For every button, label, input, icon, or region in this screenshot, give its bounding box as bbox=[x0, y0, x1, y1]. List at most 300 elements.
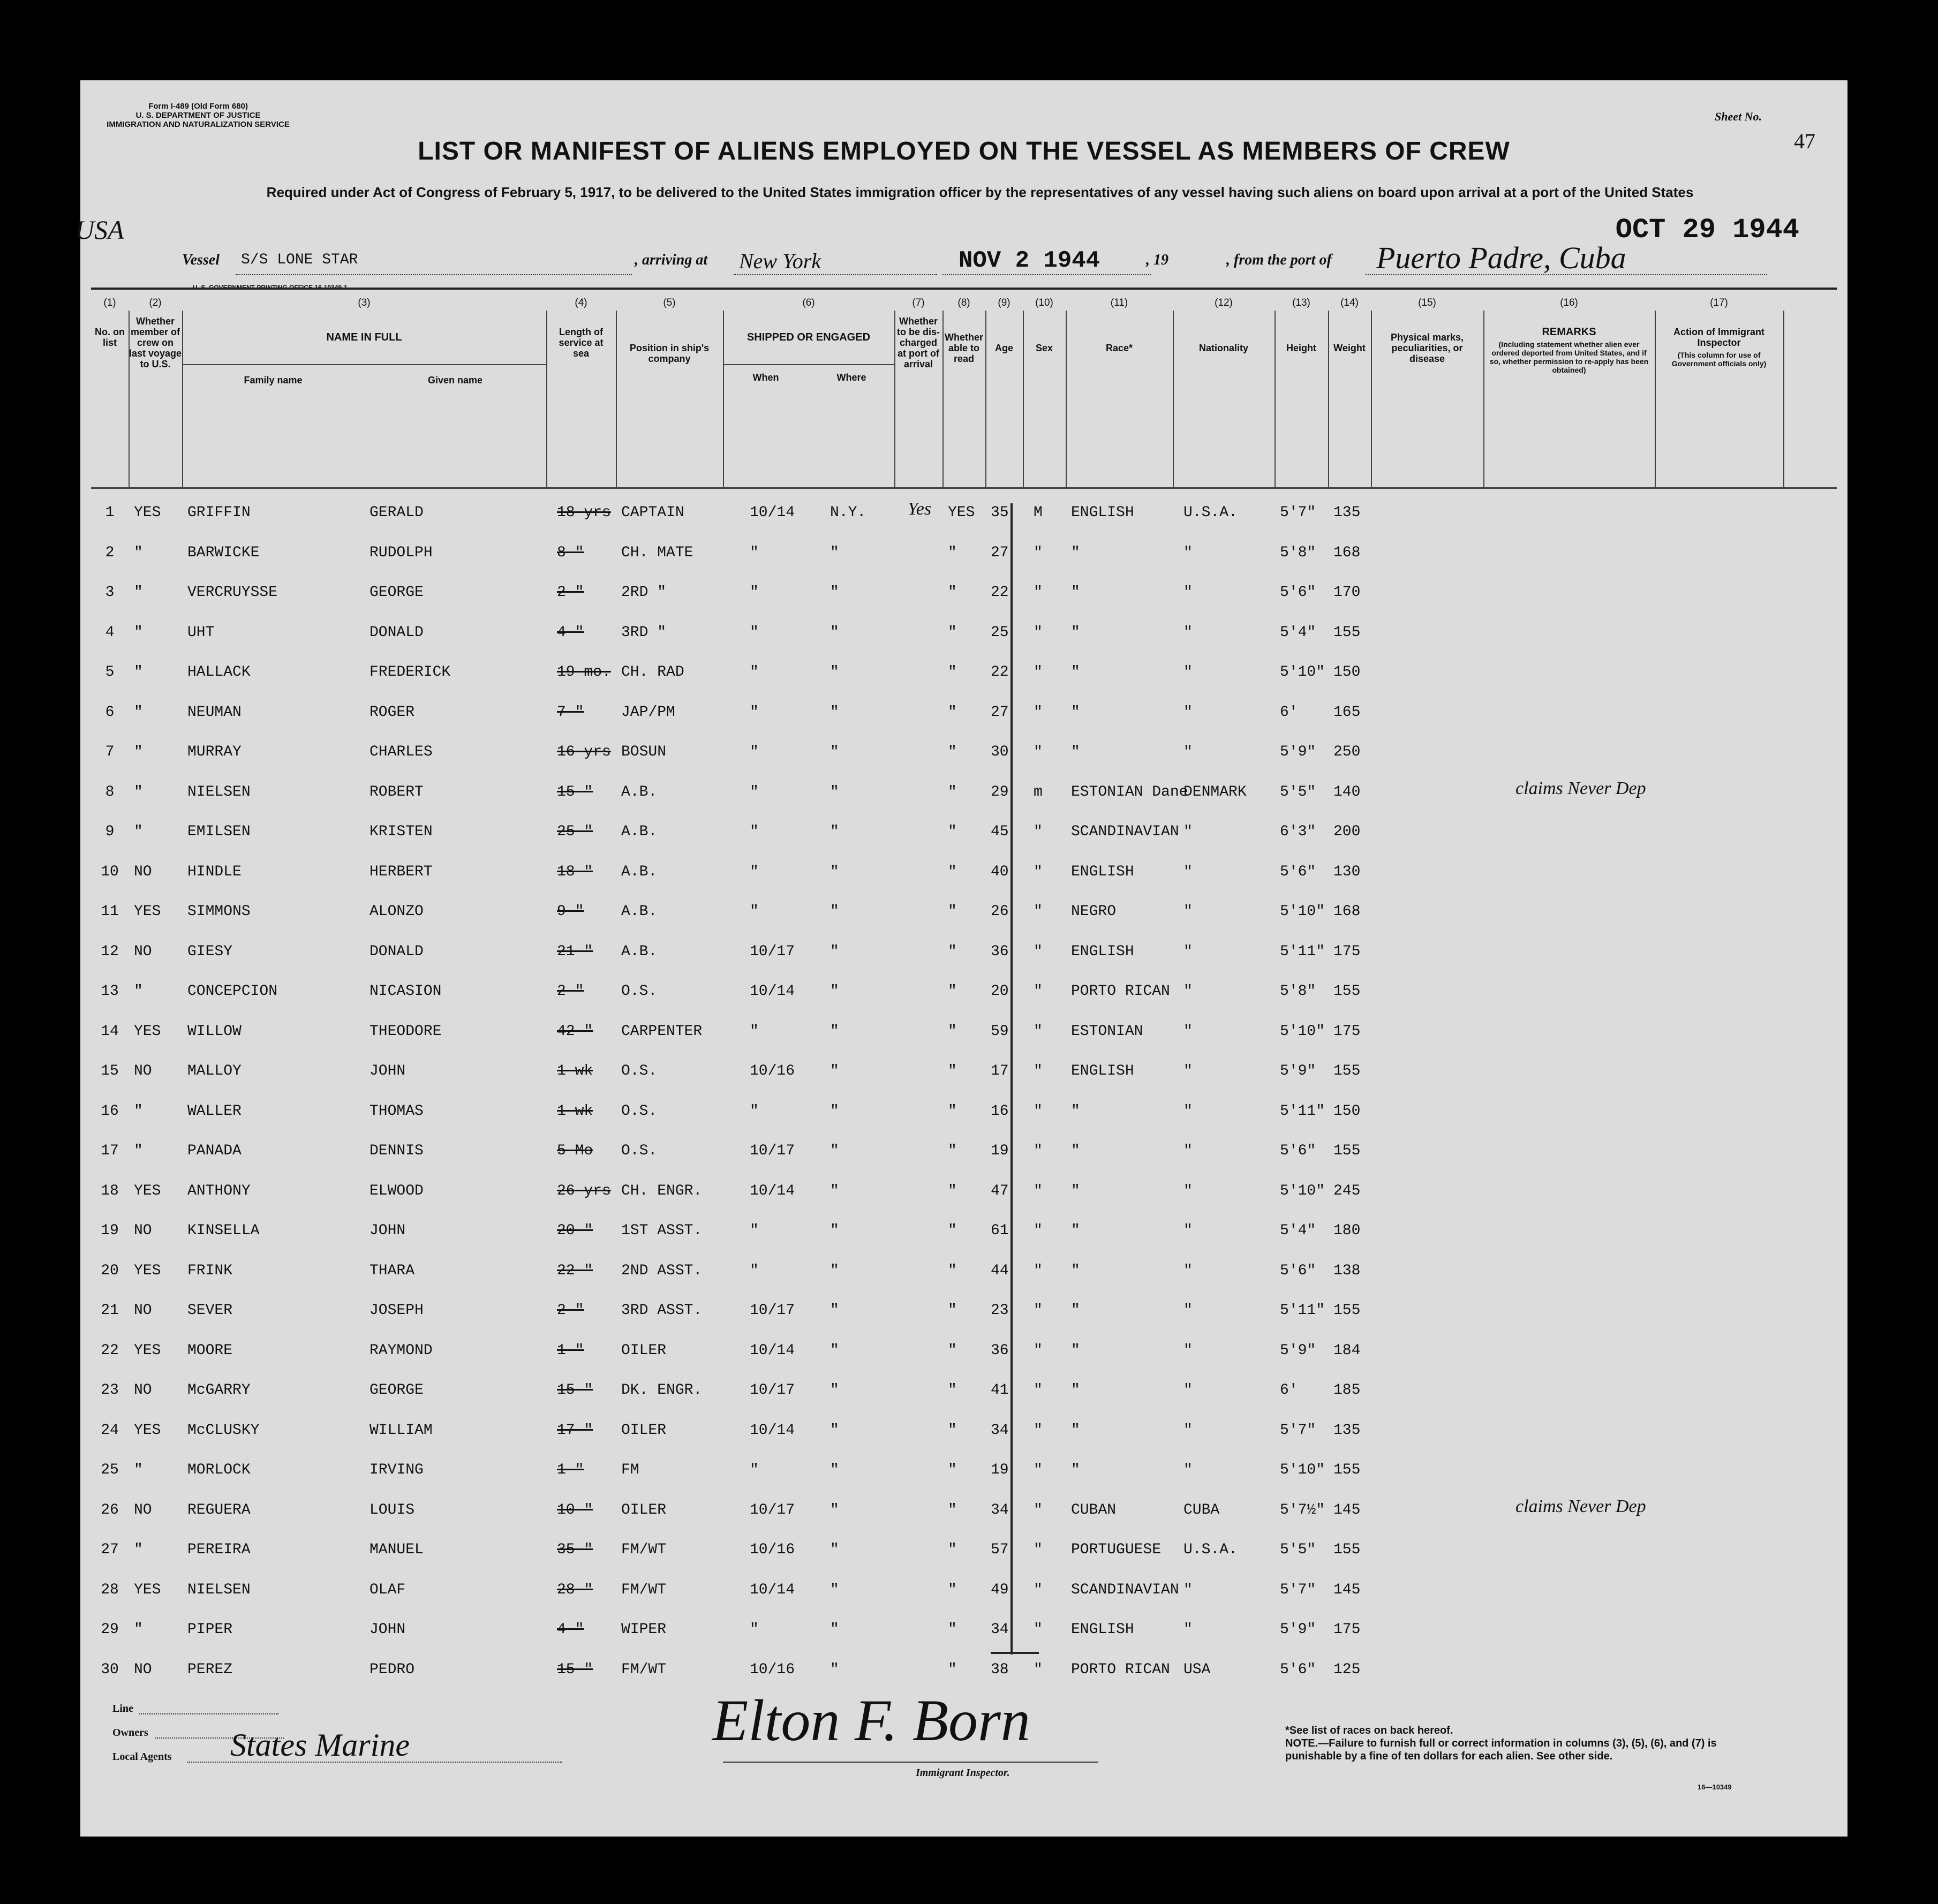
service-cell: 18 " bbox=[557, 863, 593, 880]
race-cell: SCANDINAVIAN bbox=[1071, 1581, 1179, 1598]
nationality-cell: " bbox=[1183, 584, 1193, 601]
read-cell: " bbox=[948, 1462, 957, 1478]
when-cell: 10/16 bbox=[750, 1542, 795, 1558]
read-cell: " bbox=[948, 1501, 957, 1518]
row-number: 3 bbox=[105, 584, 115, 601]
nationality-cell: " bbox=[1183, 1382, 1193, 1399]
given-name-cell: WILLIAM bbox=[369, 1422, 433, 1439]
sex-cell: " bbox=[1034, 1143, 1043, 1159]
where-cell: " bbox=[830, 744, 839, 760]
when-cell: 10/14 bbox=[750, 1182, 795, 1199]
member-cell: YES bbox=[134, 504, 161, 521]
table-row bbox=[80, 614, 1847, 653]
discharge-bracket-line bbox=[1011, 503, 1013, 1654]
row-number: 17 bbox=[101, 1143, 119, 1159]
sex-cell: " bbox=[1034, 1382, 1043, 1399]
weight-cell: 145 bbox=[1333, 1581, 1361, 1598]
nationality-cell: " bbox=[1183, 1302, 1193, 1319]
race-cell: PORTUGUESE bbox=[1071, 1542, 1162, 1558]
where-cell: " bbox=[830, 1182, 839, 1199]
footer-owners-label: Owners bbox=[112, 1727, 148, 1739]
header-discharged: Whether to be dis- charged at port of arrival bbox=[897, 316, 940, 369]
remarks-cell: claims Never Dep bbox=[1515, 1496, 1646, 1516]
age-cell: 17 bbox=[991, 1063, 1009, 1079]
read-cell: " bbox=[948, 783, 957, 800]
weight-cell: 155 bbox=[1333, 1302, 1361, 1319]
row-number: 8 bbox=[105, 783, 115, 800]
height-cell: 5'5" bbox=[1280, 783, 1316, 800]
height-cell: 5'6" bbox=[1280, 1661, 1316, 1678]
where-cell: " bbox=[830, 943, 839, 960]
nationality-cell: DENMARK bbox=[1183, 783, 1247, 800]
footer-line-label: Line bbox=[112, 1703, 133, 1714]
when-cell: 10/14 bbox=[750, 1581, 795, 1598]
race-cell: ESTONIAN bbox=[1071, 1023, 1143, 1040]
height-cell: 5'8" bbox=[1280, 983, 1316, 1000]
age-cell: 34 bbox=[991, 1621, 1009, 1638]
read-cell: " bbox=[948, 1063, 957, 1079]
race-cell: " bbox=[1071, 1342, 1080, 1359]
col-rule bbox=[1371, 311, 1372, 487]
member-cell: " bbox=[134, 783, 143, 800]
where-cell: " bbox=[830, 1302, 839, 1319]
position-cell: CH. MATE bbox=[621, 544, 693, 561]
where-cell: " bbox=[830, 1342, 839, 1359]
sex-cell: " bbox=[1034, 903, 1043, 920]
race-cell: ENGLISH bbox=[1071, 943, 1134, 960]
service-cell: 1 " bbox=[557, 1342, 584, 1359]
from-underline bbox=[1366, 274, 1767, 275]
given-name-cell: MANUEL bbox=[369, 1542, 424, 1558]
year-label: , 19 bbox=[1146, 252, 1168, 268]
read-cell: " bbox=[948, 1581, 957, 1598]
when-cell: " bbox=[750, 783, 759, 800]
where-cell: " bbox=[830, 983, 839, 1000]
read-cell: " bbox=[948, 1262, 957, 1279]
sex-cell: " bbox=[1034, 1462, 1043, 1478]
age-cell: 29 bbox=[991, 783, 1009, 800]
given-name-cell: DENNIS bbox=[369, 1143, 424, 1159]
arriving-underline bbox=[734, 274, 937, 275]
col-num: (12) bbox=[1215, 297, 1233, 308]
header-shipped: SHIPPED OR ENGAGED bbox=[746, 331, 871, 343]
age-cell: 19 bbox=[991, 1143, 1009, 1159]
when-cell: 10/14 bbox=[750, 504, 795, 521]
race-cell: PORTO RICAN bbox=[1071, 1661, 1170, 1678]
family-name-cell: MALLOY bbox=[187, 1063, 242, 1079]
member-cell: NO bbox=[134, 1302, 152, 1319]
given-name-cell: GERALD bbox=[369, 504, 424, 521]
family-name-cell: REGUERA bbox=[187, 1501, 251, 1518]
race-cell: " bbox=[1071, 584, 1080, 601]
family-name-cell: PEREIRA bbox=[187, 1542, 251, 1558]
when-cell: 10/17 bbox=[750, 1143, 795, 1159]
position-cell: CARPENTER bbox=[621, 1023, 703, 1040]
weight-cell: 145 bbox=[1333, 1501, 1361, 1518]
race-cell: " bbox=[1071, 1382, 1080, 1399]
weight-cell: 175 bbox=[1333, 943, 1361, 960]
member-cell: YES bbox=[134, 1342, 161, 1359]
family-name-cell: MOORE bbox=[187, 1342, 233, 1359]
read-cell: YES bbox=[948, 504, 975, 521]
service-cell: 1 " bbox=[557, 1462, 584, 1478]
given-name-cell: LOUIS bbox=[369, 1501, 415, 1518]
table-row bbox=[80, 813, 1847, 852]
crew-table bbox=[80, 487, 1847, 1762]
service-cell: 4 " bbox=[557, 624, 584, 641]
where-cell: " bbox=[830, 1023, 839, 1040]
col-num: (16) bbox=[1560, 297, 1578, 308]
col-rule bbox=[546, 311, 547, 487]
given-name-cell: ROBERT bbox=[369, 783, 424, 800]
row-number: 11 bbox=[101, 903, 119, 920]
service-cell: 20 " bbox=[557, 1222, 593, 1239]
member-cell: NO bbox=[134, 1661, 152, 1678]
where-cell: " bbox=[830, 1262, 839, 1279]
sex-cell: " bbox=[1034, 943, 1043, 960]
race-cell: PORTO RICAN bbox=[1071, 983, 1170, 1000]
family-name-cell: PEREZ bbox=[187, 1661, 233, 1678]
footer-line-underline bbox=[139, 1713, 278, 1714]
nationality-cell: " bbox=[1183, 744, 1193, 760]
row-number: 26 bbox=[101, 1501, 119, 1518]
nationality-cell: " bbox=[1183, 903, 1193, 920]
department-name: U. S. DEPARTMENT OF JUSTICE bbox=[135, 111, 261, 120]
sex-cell: " bbox=[1034, 704, 1043, 721]
age-cell: 41 bbox=[991, 1382, 1009, 1399]
race-cell: ENGLISH bbox=[1071, 504, 1134, 521]
sex-cell: " bbox=[1034, 1302, 1043, 1319]
race-cell: SCANDINAVIAN bbox=[1071, 823, 1179, 840]
table-row bbox=[80, 1132, 1847, 1172]
age-cell: 45 bbox=[991, 823, 1009, 840]
position-cell: BOSUN bbox=[621, 744, 667, 760]
sex-cell: " bbox=[1034, 544, 1043, 561]
when-cell: 10/14 bbox=[750, 983, 795, 1000]
race-cell: " bbox=[1071, 704, 1080, 721]
family-name-cell: UHT bbox=[187, 624, 215, 641]
where-cell: " bbox=[830, 863, 839, 880]
where-cell: " bbox=[830, 1621, 839, 1638]
weight-cell: 170 bbox=[1333, 584, 1361, 601]
service-cell: 15 " bbox=[557, 1661, 593, 1678]
where-cell: N.Y. bbox=[830, 504, 866, 521]
sex-cell: " bbox=[1034, 1342, 1043, 1359]
height-cell: 5'9" bbox=[1280, 1063, 1316, 1079]
age-cell: 34 bbox=[991, 1501, 1009, 1518]
header-nationality: Nationality bbox=[1198, 343, 1248, 353]
weight-cell: 150 bbox=[1333, 1102, 1361, 1120]
age-cell: 47 bbox=[991, 1182, 1009, 1199]
height-cell: 5'10" bbox=[1280, 1462, 1325, 1478]
where-cell: " bbox=[830, 1143, 839, 1159]
where-cell: " bbox=[830, 664, 839, 681]
race-cell: ENGLISH bbox=[1071, 1621, 1134, 1638]
col-rule bbox=[942, 311, 944, 487]
age-cell: 61 bbox=[991, 1222, 1009, 1239]
table-row bbox=[80, 853, 1847, 893]
inspector-signature: Elton F. Born bbox=[712, 1688, 1030, 1753]
weight-cell: 155 bbox=[1333, 983, 1361, 1000]
height-cell: 5'4" bbox=[1280, 1222, 1316, 1239]
when-cell: " bbox=[750, 744, 759, 760]
family-name-cell: KINSELLA bbox=[187, 1222, 260, 1239]
table-row bbox=[80, 1371, 1847, 1411]
vessel-label: Vessel bbox=[182, 252, 220, 268]
header-remarks-sub: (Including statement whether alien ever ordered deported from United States, and if so, whether permission to re-apply has been obtained) bbox=[1489, 340, 1649, 374]
position-cell: CAPTAIN bbox=[621, 504, 684, 521]
service-name: IMMIGRATION AND NATURALIZATION SERVICE bbox=[107, 120, 290, 129]
family-name-cell: NIELSEN bbox=[187, 1581, 251, 1598]
sex-cell: " bbox=[1034, 1542, 1043, 1558]
height-cell: 5'7½" bbox=[1280, 1501, 1325, 1518]
race-cell: " bbox=[1071, 1302, 1080, 1319]
race-cell: " bbox=[1071, 1102, 1080, 1120]
race-cell: " bbox=[1071, 1462, 1080, 1478]
sex-cell: " bbox=[1034, 1621, 1043, 1638]
row-number: 7 bbox=[105, 744, 115, 760]
weight-cell: 155 bbox=[1333, 1462, 1361, 1478]
sex-cell: " bbox=[1034, 983, 1043, 1000]
table-row bbox=[80, 494, 1847, 533]
sex-cell: " bbox=[1034, 744, 1043, 760]
member-cell: NO bbox=[134, 1222, 152, 1239]
col-num: (7) bbox=[912, 297, 925, 308]
col-rule bbox=[1655, 311, 1656, 487]
service-cell: 21 " bbox=[557, 943, 593, 960]
table-row bbox=[80, 893, 1847, 932]
read-cell: " bbox=[948, 1023, 957, 1040]
member-cell: " bbox=[134, 624, 143, 641]
col-num: (10) bbox=[1035, 297, 1053, 308]
service-cell: 8 " bbox=[557, 544, 584, 561]
name-rule bbox=[182, 364, 546, 365]
col-num: (15) bbox=[1418, 297, 1436, 308]
position-cell: A.B. bbox=[621, 783, 658, 800]
family-name-cell: SEVER bbox=[187, 1302, 233, 1319]
service-cell: 15 " bbox=[557, 783, 593, 800]
nationality-cell: CUBA bbox=[1183, 1501, 1220, 1518]
where-cell: " bbox=[830, 1462, 839, 1478]
given-name-cell: ALONZO bbox=[369, 903, 424, 920]
table-row bbox=[80, 573, 1847, 613]
side-stamp: NOV 2 - 1944 LONE STAR bbox=[44, 252, 80, 640]
position-cell: OILER bbox=[621, 1342, 667, 1359]
header-family: Family name bbox=[244, 375, 303, 386]
read-cell: " bbox=[948, 903, 957, 920]
margin-note: USA bbox=[75, 215, 124, 245]
where-cell: " bbox=[830, 624, 839, 641]
family-name-cell: NEUMAN bbox=[187, 704, 242, 721]
position-cell: 3RD " bbox=[621, 624, 667, 641]
age-cell: 59 bbox=[991, 1023, 1009, 1040]
given-name-cell: ROGER bbox=[369, 704, 415, 721]
service-cell: 7 " bbox=[557, 704, 584, 721]
race-cell: " bbox=[1071, 744, 1080, 760]
weight-cell: 180 bbox=[1333, 1222, 1361, 1239]
table-row bbox=[80, 1052, 1847, 1092]
discharged-cell: Yes bbox=[908, 499, 932, 519]
race-cell: " bbox=[1071, 1262, 1080, 1279]
family-name-cell: WILLOW bbox=[187, 1023, 242, 1040]
read-cell: " bbox=[948, 744, 957, 760]
member-cell: " bbox=[134, 1462, 143, 1478]
service-cell: 26 yrs bbox=[557, 1182, 611, 1199]
weight-cell: 155 bbox=[1333, 1143, 1361, 1159]
col-rule bbox=[129, 311, 130, 487]
nationality-cell: " bbox=[1183, 664, 1193, 681]
height-cell: 5'7" bbox=[1280, 1581, 1316, 1598]
family-name-cell: EMILSEN bbox=[187, 823, 251, 840]
service-cell: 35 " bbox=[557, 1542, 593, 1558]
position-cell: CH. RAD bbox=[621, 664, 684, 681]
given-name-cell: THOMAS bbox=[369, 1102, 424, 1120]
family-name-cell: PANADA bbox=[187, 1143, 242, 1159]
service-cell: 17 " bbox=[557, 1422, 593, 1439]
when-cell: " bbox=[750, 584, 759, 601]
manifest-sheet bbox=[75, 80, 1847, 1837]
race-cell: ENGLISH bbox=[1071, 1063, 1134, 1079]
shipped-rule bbox=[723, 364, 894, 365]
position-cell: O.S. bbox=[621, 1102, 658, 1120]
given-name-cell: OLAF bbox=[369, 1581, 406, 1598]
family-name-cell: BARWICKE bbox=[187, 544, 260, 561]
nationality-cell: " bbox=[1183, 1422, 1193, 1439]
height-cell: 5'9" bbox=[1280, 744, 1316, 760]
read-cell: " bbox=[948, 983, 957, 1000]
weight-cell: 155 bbox=[1333, 1063, 1361, 1079]
given-name-cell: GEORGE bbox=[369, 1382, 424, 1399]
age-cell: 19 bbox=[991, 1462, 1009, 1478]
table-row bbox=[80, 1651, 1847, 1690]
service-cell: 19 mo. bbox=[557, 664, 611, 681]
where-cell: " bbox=[830, 1382, 839, 1399]
header-age: Age bbox=[994, 343, 1013, 353]
member-cell: " bbox=[134, 1143, 143, 1159]
date-stamp-top: OCT 29 1944 bbox=[1615, 214, 1799, 246]
col-rule bbox=[1783, 311, 1784, 487]
member-cell: NO bbox=[134, 943, 152, 960]
service-cell: 16 yrs bbox=[557, 744, 611, 760]
col-num: (6) bbox=[802, 297, 815, 308]
service-cell: 18 yrs bbox=[557, 504, 611, 521]
given-name-cell: FREDERICK bbox=[369, 664, 451, 681]
read-cell: " bbox=[948, 1621, 957, 1638]
position-cell: FM/WT bbox=[621, 1661, 667, 1678]
position-cell: 2ND ASST. bbox=[621, 1262, 703, 1279]
when-cell: " bbox=[750, 1023, 759, 1040]
nationality-cell: " bbox=[1183, 1182, 1193, 1199]
race-cell: " bbox=[1071, 664, 1080, 681]
age-cell: 35 bbox=[991, 504, 1009, 521]
row-number: 1 bbox=[105, 504, 115, 521]
race-cell: " bbox=[1071, 1143, 1080, 1159]
member-cell: " bbox=[134, 823, 143, 840]
member-cell: YES bbox=[134, 1023, 161, 1040]
when-cell: 10/17 bbox=[750, 1382, 795, 1399]
row-number: 5 bbox=[105, 664, 115, 681]
row-number: 18 bbox=[101, 1182, 119, 1199]
age-cell: 40 bbox=[991, 863, 1009, 880]
inspector-label: Immigrant Inspector. bbox=[916, 1767, 1010, 1779]
read-cell: " bbox=[948, 1542, 957, 1558]
weight-cell: 165 bbox=[1333, 704, 1361, 721]
weight-cell: 245 bbox=[1333, 1182, 1361, 1199]
sex-cell: " bbox=[1034, 1023, 1043, 1040]
height-cell: 5'7" bbox=[1280, 1422, 1316, 1439]
service-cell: 2 " bbox=[557, 983, 584, 1000]
position-cell: 1ST ASST. bbox=[621, 1222, 703, 1239]
age-cell: 57 bbox=[991, 1542, 1009, 1558]
nationality-cell: " bbox=[1183, 1102, 1193, 1120]
row-number: 25 bbox=[101, 1462, 119, 1478]
when-cell: " bbox=[750, 1462, 759, 1478]
position-cell: FM/WT bbox=[621, 1542, 667, 1558]
sex-cell: " bbox=[1034, 1422, 1043, 1439]
read-cell: " bbox=[948, 544, 957, 561]
read-cell: " bbox=[948, 1661, 957, 1678]
table-row bbox=[80, 733, 1847, 773]
race-cell: " bbox=[1071, 1182, 1080, 1199]
member-cell: NO bbox=[134, 1382, 152, 1399]
col-rule bbox=[1173, 311, 1174, 487]
sex-cell: " bbox=[1034, 1262, 1043, 1279]
row-number: 6 bbox=[105, 704, 115, 721]
header-position: Position in ship's company bbox=[629, 343, 710, 364]
date-underline bbox=[942, 274, 1151, 275]
row-number: 12 bbox=[101, 943, 119, 960]
nationality-cell: " bbox=[1183, 943, 1193, 960]
table-row bbox=[80, 1411, 1847, 1451]
service-cell: 22 " bbox=[557, 1262, 593, 1279]
read-cell: " bbox=[948, 1302, 957, 1319]
table-row bbox=[80, 933, 1847, 972]
height-cell: 5'6" bbox=[1280, 863, 1316, 880]
weight-cell: 184 bbox=[1333, 1342, 1361, 1359]
table-row bbox=[80, 534, 1847, 573]
family-name-cell: WALLER bbox=[187, 1102, 242, 1120]
read-cell: " bbox=[948, 823, 957, 840]
height-cell: 5'5" bbox=[1280, 1542, 1316, 1558]
position-cell: WIPER bbox=[621, 1621, 667, 1638]
when-cell: " bbox=[750, 664, 759, 681]
header-height: Height bbox=[1286, 343, 1316, 353]
family-name-cell: ANTHONY bbox=[187, 1182, 251, 1199]
nationality-cell: " bbox=[1183, 1581, 1193, 1598]
age-cell: 27 bbox=[991, 704, 1009, 721]
col-rule bbox=[616, 311, 617, 487]
position-cell: A.B. bbox=[621, 823, 658, 840]
nationality-cell: " bbox=[1183, 1222, 1193, 1239]
service-cell: 1 wk bbox=[557, 1063, 593, 1079]
nationality-cell: U.S.A. bbox=[1183, 1542, 1238, 1558]
read-cell: " bbox=[948, 1102, 957, 1120]
family-name-cell: McGARRY bbox=[187, 1382, 251, 1399]
where-cell: " bbox=[830, 783, 839, 800]
member-cell: " bbox=[134, 704, 143, 721]
header-name: NAME IN FULL bbox=[326, 331, 402, 343]
from-port: Puerto Padre, Cuba bbox=[1376, 240, 1626, 275]
when-cell: 10/14 bbox=[750, 1422, 795, 1439]
col-rule bbox=[1483, 311, 1484, 487]
weight-cell: 130 bbox=[1333, 863, 1361, 880]
col-rule bbox=[894, 311, 895, 487]
family-name-cell: MORLOCK bbox=[187, 1462, 251, 1478]
vessel-underline bbox=[236, 274, 632, 275]
footer-agents-label: Local Agents bbox=[112, 1751, 172, 1763]
sex-cell: " bbox=[1034, 584, 1043, 601]
sex-cell: " bbox=[1034, 664, 1043, 681]
